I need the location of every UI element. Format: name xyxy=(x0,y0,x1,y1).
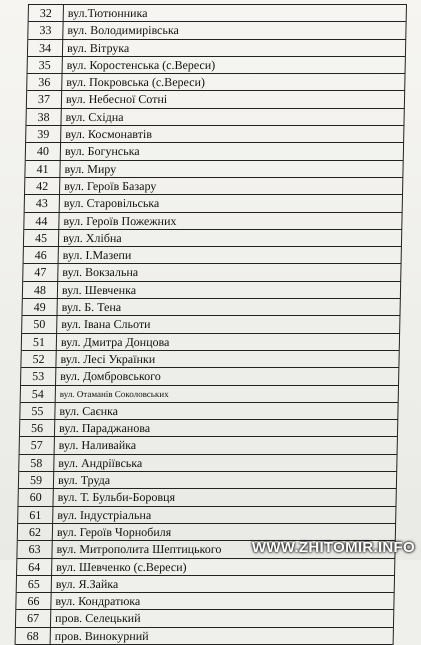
street-name: вул. Космонавтів xyxy=(61,126,404,142)
street-name: вул. Б. Тена xyxy=(57,299,400,315)
row-number: 62 xyxy=(18,524,53,540)
table-row xyxy=(19,472,397,489)
row-number: 44 xyxy=(24,213,59,229)
row-number: 50 xyxy=(22,316,57,332)
table-row xyxy=(23,282,401,299)
row-number: 58 xyxy=(19,455,54,471)
row-number: 55 xyxy=(20,403,55,419)
street-name: вул. Наливайка xyxy=(55,437,398,453)
street-name: вул. Шевченка xyxy=(58,282,401,298)
table-row xyxy=(18,507,396,524)
table-row xyxy=(25,178,403,195)
row-number: 49 xyxy=(22,299,57,315)
row-number: 39 xyxy=(26,126,61,142)
row-number: 59 xyxy=(19,472,54,488)
street-name: вул. Небесної Сотні xyxy=(62,91,405,107)
row-number: 53 xyxy=(21,368,56,384)
table-row xyxy=(26,109,404,126)
table-row xyxy=(27,74,405,91)
street-name: пров. Винокурний xyxy=(51,628,394,644)
street-name: вул. Хлібна xyxy=(59,230,402,246)
table-row xyxy=(21,368,399,385)
row-number: 65 xyxy=(17,576,52,592)
street-name: вул. Коростенська (с.Вереси) xyxy=(63,57,406,73)
row-number: 63 xyxy=(17,541,52,557)
row-number: 41 xyxy=(25,161,60,177)
row-number: 47 xyxy=(23,264,58,280)
row-number: 57 xyxy=(20,437,55,453)
row-number: 37 xyxy=(27,91,62,107)
table-row xyxy=(24,230,402,247)
row-number: 35 xyxy=(28,57,63,73)
row-number: 40 xyxy=(26,143,61,159)
table-row xyxy=(17,559,395,576)
row-number: 38 xyxy=(26,109,61,125)
site-watermark: WWW.ZHITOMIR.INFO xyxy=(251,539,415,556)
street-name: вул. Отаманів Соколовських xyxy=(56,386,399,402)
street-name: вул. Миру xyxy=(60,161,403,177)
row-number: 34 xyxy=(28,40,63,56)
table-row xyxy=(17,576,395,593)
table-row xyxy=(28,57,406,74)
row-number: 52 xyxy=(21,351,56,367)
street-name: вул. Героїв Чорнобиля xyxy=(53,524,396,540)
street-name: пров. Селецький xyxy=(51,610,394,626)
row-number: 54 xyxy=(21,386,56,402)
row-number: 64 xyxy=(17,559,52,575)
row-number: 32 xyxy=(29,5,64,21)
row-number: 66 xyxy=(16,593,51,609)
row-number: 45 xyxy=(24,230,59,246)
table-row xyxy=(19,455,397,472)
table-row xyxy=(24,247,402,264)
row-number: 56 xyxy=(20,420,55,436)
row-number: 51 xyxy=(22,334,57,350)
table-row xyxy=(24,213,402,230)
street-name: вул. Героїв Пожежних xyxy=(59,213,402,229)
table-row xyxy=(22,299,400,316)
table-row xyxy=(18,489,396,506)
table-row xyxy=(26,126,404,143)
street-name: вул. Т. Бульби-Боровця xyxy=(53,489,396,505)
table-row xyxy=(20,420,398,437)
row-number: 36 xyxy=(27,74,62,90)
row-number: 43 xyxy=(25,195,60,211)
street-name: вул. Героїв Базару xyxy=(60,178,403,194)
street-name: вул. Старовільська xyxy=(60,195,403,211)
street-name: вул. Богунська xyxy=(61,143,404,159)
row-number: 42 xyxy=(25,178,60,194)
street-name: вул. Труда xyxy=(54,472,397,488)
row-number: 46 xyxy=(24,247,59,263)
street-name: вул. Кондратюка xyxy=(51,593,394,609)
street-name: вул. Шевченко (с.Вереси) xyxy=(52,559,395,575)
street-name: вул. Індустріальна xyxy=(53,507,396,523)
table-row xyxy=(29,5,407,22)
table-row xyxy=(25,195,403,212)
street-name: вул. Лесі Українки xyxy=(56,351,399,367)
row-number: 33 xyxy=(28,22,63,38)
table-row xyxy=(21,386,399,403)
street-name: вул. Івана Сльоти xyxy=(57,316,400,332)
street-name: вул. Східна xyxy=(61,109,404,125)
table-row xyxy=(26,143,404,160)
table-row xyxy=(20,437,398,454)
street-name: вул. Покровська (с.Вереси) xyxy=(62,74,405,90)
street-name: вул. Дмитра Донцова xyxy=(57,334,400,350)
table-row xyxy=(16,593,394,610)
table-row xyxy=(21,351,399,368)
table-row xyxy=(23,264,401,281)
table-row xyxy=(25,161,403,178)
table-row xyxy=(22,334,400,351)
table-row xyxy=(27,91,405,108)
street-name: вул.Тютюнника xyxy=(64,5,407,21)
street-name: вул. Володимирівська xyxy=(63,22,406,38)
street-name: вул. Саєнка xyxy=(55,403,398,419)
street-name: вул. Параджанова xyxy=(55,420,398,436)
street-name: вул. Домбровського xyxy=(56,368,399,384)
row-number: 48 xyxy=(23,282,58,298)
table-row xyxy=(28,40,406,57)
street-name: вул. Вокзальна xyxy=(58,264,401,280)
street-name: вул. Вітрука xyxy=(63,40,406,56)
table-row xyxy=(20,403,398,420)
table-row xyxy=(22,316,400,333)
street-name: вул. Андріївська xyxy=(54,455,397,471)
street-name: вул. Я.Зайка xyxy=(52,576,395,592)
street-name: вул. І.Мазепи xyxy=(59,247,402,263)
table-row xyxy=(28,22,406,39)
table-row xyxy=(16,610,394,627)
row-number: 68 xyxy=(16,628,51,644)
row-number: 67 xyxy=(16,610,51,626)
row-number: 60 xyxy=(18,489,53,505)
row-number: 61 xyxy=(18,507,53,523)
street-name: вул. Митрополита Шептицького xyxy=(52,541,395,557)
table-row xyxy=(16,628,394,645)
